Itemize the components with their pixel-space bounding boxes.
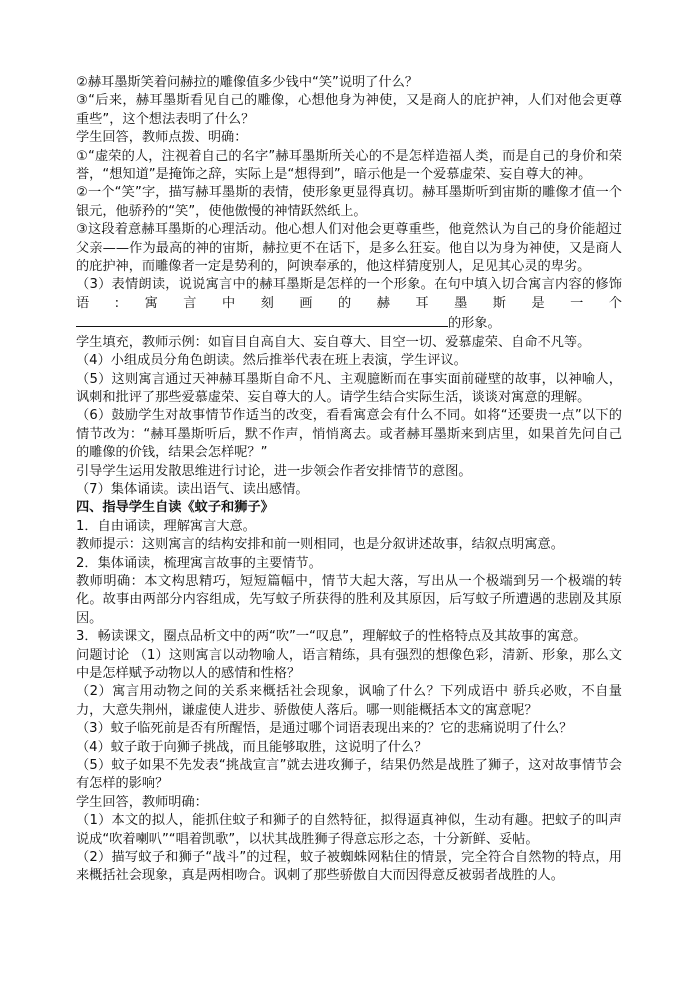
answer-3: ③这段着意赫耳墨斯的心理活动。他心想人们对他会更尊重些，他竟然认为自己的身价能超过父亲——作为最高的神的宙斯，赫拉更不在话下，是多么狂妄。他自以为身为神使，又是商人的庇护神，而雕像者一定是势利的，阿谀奉承的，他这样猜度别人，足见其心灵的卑劣。 (76, 222, 622, 275)
step-4: （4）小组成员分角色朗读。然后推举代表在班上表演，学生评议。 (76, 353, 467, 369)
discussion-3: （3）蚊子临死前是否有所醒悟，是通过哪个词语表现出来的？它的悲痛说明了什么？ (76, 721, 573, 737)
clarify-2: （2）描写蚊子和狮子“战斗”的过程，蚊子被蜘蛛网粘住的情景，完全符合自然物的特点，用来概括社会现象，真是两相吻合。讽刺了那些骄傲自大而因得意反被弱者战胜的人。 (76, 850, 622, 884)
document-page (76, 74, 622, 886)
answer-1: ①“虚荣的人，注视着自己的名字”赫耳墨斯所关心的不是怎样造福人类，而是自己的身价和荣誉，“想知道”是掩饰之辞，实际上是“想得到”，暗示他是一个爱慕虚荣、妄自尊大的神。 (76, 148, 622, 183)
teacher-hint: 教师提示：这则寓言的结构安排和前一则相同，也是分叙讲述故事，结叙点明寓意。 (76, 537, 564, 553)
answer-intro: 学生回答，教师点拨、明确： (76, 130, 248, 146)
student-fill: 学生填充，教师示例：如盲目自高自大、妄自尊大、目空一切、爱慕虚荣、自命不凡等。 (76, 334, 591, 350)
discussion-4: （4）蚊子敢于向狮子挑战，而且能够取胜，这说明了什么？ (76, 739, 428, 755)
item-3: 3．畅读课文，圈点品析文中的两“吹”一“叹息”，理解蚊子的性格特点及其故事的寓意。 (76, 629, 587, 645)
step-5: （5）这则寓言通过天神赫耳墨斯自命不凡、主观臆断而在事实面前碰壁的故事，以神喻人，讽刺和批评了那些爱慕虚荣、妄自尊大的人。请学生结合实际生活，谈谈对寓意的理解。 (76, 371, 622, 405)
teacher-clarify-1: 教师明确：本文构思精巧，短短篇幅中，情节大起大落，写出从一个极端到另一个极端的转化。故事由两部分内容组成，先写蚊子所获得的胜利及其原因，后写蚊子所遭遇的悲剧及其原因。 (76, 573, 622, 626)
step-6: （6）鼓励学生对故事情节作适当的改变，看看寓意会有什么不同。如将“还要贵一点”以下的情节改为：“赫耳墨斯听后，默不作声，悄悄离去。或者赫耳墨斯来到店里，如果首先问自己的雕像的价钱，结果会怎样呢？” (76, 408, 622, 461)
question-2: ②赫耳墨斯笑着问赫拉的雕像值多少钱中“笑”说明了什么？ (76, 75, 418, 90)
fill-prefix: （3）表情朗读，说说寓言中的赫耳墨斯是怎样的一个形象。在句中填入切合寓言内容的修饰语:寓言中刻画的赫耳墨斯是一个 (76, 277, 622, 311)
guide-discussion: 引导学生运用发散思维进行讨论，进一步领会作者安排情节的意图。 (76, 463, 472, 479)
fill-suffix: 的形象。 (448, 316, 501, 332)
section-title: 四、指导学生自读《蚊子和狮子》 (76, 500, 274, 516)
discussion-5: （5）蚊子如果不先发表“挑战宣言”就去进攻狮子，结果仍然是战胜了狮子，这对故事情节会有怎样的影响？ (76, 758, 622, 792)
clarify-1: （1）本文的拟人，能抓住蚊子和狮子的自然特征，拟得逼真神似，生动有趣。把蚊子的叫声说成“吹着喇叭”“唱着凯歌”，以状其战胜狮子得意忘形之态，十分新鲜、妥帖。 (76, 813, 622, 847)
question-3: ③“后来，赫耳墨斯看见自己的雕像，心想他身为神使，又是商人的庇护神，人们对他会更尊重些”，这个想法表明了什么？ (76, 93, 622, 127)
discussion-2: （2）寓言用动物之间的关系来概括社会现象，讽喻了什么？下列成语中 骄兵必败，不自量力，大意失荆州，谦虚使人进步、骄傲使人落后。哪一则能概括本文的寓意呢？ (76, 684, 622, 718)
item-1: 1．自由诵读，理解寓言大意。 (76, 518, 256, 534)
answer-intro-2: 学生回答，教师明确： (76, 794, 208, 810)
fill-blank-task (76, 276, 622, 333)
discussion-1: 问题讨论 （1）这则寓言以动物喻人，语言精练，具有强烈的想像色彩，清新、形象，那么文中是怎样赋予动物以人的感情和性格？ (76, 647, 622, 681)
item-2: 2．集体诵读，梳理寓言故事的主要情节。 (76, 555, 322, 571)
answer-2: ②一个“笑”字，描写赫耳墨斯的表情，使形象更显得真切。赫耳墨斯听到宙斯的雕像才值一个银元，他骄矜的“笑”，使他傲慢的神情跃然纸上。 (76, 185, 622, 219)
step-7: （7）集体诵读。读出语气、读出感情。 (76, 481, 309, 497)
fill-blank-line (76, 313, 448, 327)
